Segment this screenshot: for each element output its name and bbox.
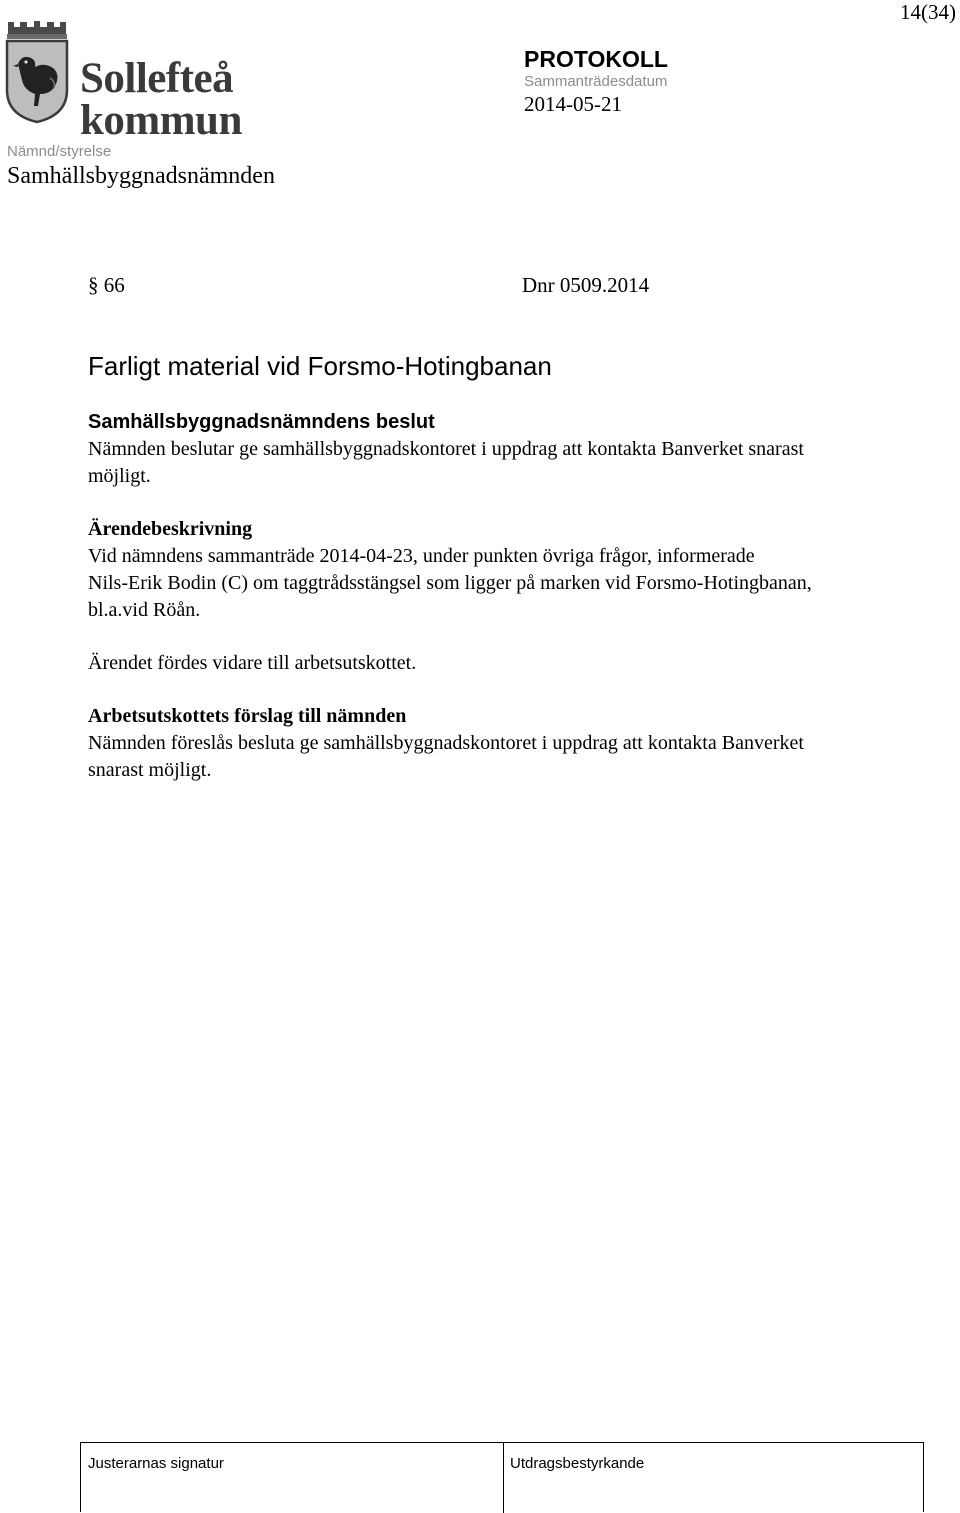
meeting-date-label: Sammanträdesdatum	[524, 73, 668, 90]
item-title: Farligt material vid Forsmo-Hotingbanan	[88, 351, 552, 381]
description-heading: Ärendebeskrivning	[88, 518, 253, 540]
coat-of-arms-grouse-icon	[4, 20, 70, 124]
municipality-logo	[4, 20, 266, 144]
decision-line: Nämnden beslutar ge samhällsbyggnadskontoret i uppdrag att kontakta Banverket snarast	[88, 438, 804, 460]
logo-wordmark	[80, 55, 242, 144]
logo-line-2: kommun	[80, 97, 242, 144]
decision-section	[88, 409, 928, 490]
footer-divider	[503, 1443, 504, 1513]
decision-heading: Samhällsbyggnadsnämndens beslut	[88, 411, 435, 433]
adjusters-signature-label: Justerarnas signatur	[88, 1455, 224, 1472]
description-section	[88, 516, 928, 624]
meeting-date-value: 2014-05-21	[524, 92, 622, 116]
document-type: PROTOKOLL	[524, 46, 668, 72]
case-number: Dnr 0509.2014	[522, 273, 650, 297]
proposal-line: Nämnden föreslås besluta ge samhällsbyggnadskontoret i uppdrag att kontakta Banverket	[88, 732, 804, 754]
description-line: Nils-Erik Bodin (C) om taggtrådsstängsel som ligger på marken vid Forsmo-Hotingbanan,	[88, 572, 812, 594]
proposal-heading: Arbetsutskottets förslag till nämnden	[88, 705, 407, 727]
committee-label: Nämnd/styrelse	[7, 143, 112, 160]
logo-line-1: Sollefteå	[80, 55, 234, 102]
signature-footer	[80, 1442, 924, 1512]
description-line: Vid nämndens sammanträde 2014-04-23, under punkten övriga frågor, informerade	[88, 545, 755, 567]
description-line: bl.a.vid Röån.	[88, 599, 201, 621]
page-number: 14(34)	[900, 0, 956, 24]
extract-certification-label: Utdragsbestyrkande	[510, 1455, 645, 1472]
proposal-line: snarast möjligt.	[88, 759, 212, 781]
paragraph-number: § 66	[88, 273, 125, 297]
proposal-section	[88, 703, 928, 784]
committee-name: Samhällsbyggnadsnämnden	[7, 163, 275, 189]
forwarded-note: Ärendet fördes vidare till arbetsutskottet.	[88, 652, 417, 674]
decision-line: möjligt.	[88, 465, 151, 487]
